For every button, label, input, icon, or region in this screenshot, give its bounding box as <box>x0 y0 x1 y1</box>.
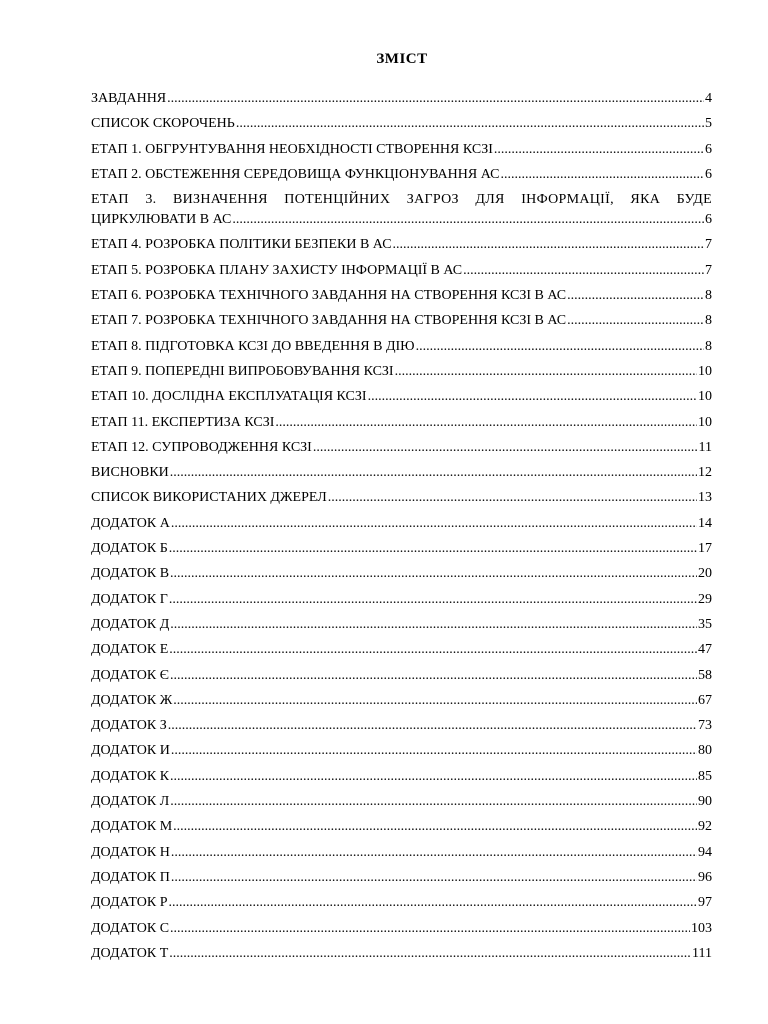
toc-entry-label: ДОДАТОК Б <box>91 541 168 557</box>
toc-entry-page: 14 <box>698 515 712 531</box>
toc-entry-page: 17 <box>698 541 712 557</box>
toc-entry-multiline[interactable] <box>91 190 712 230</box>
toc-entry-page: 6 <box>705 141 712 157</box>
toc-entry[interactable] <box>91 539 712 559</box>
toc-entry-label: ЕТАП 1. ОБГРУНТУВАННЯ НЕОБХІДНОСТІ СТВОРЕННЯ КСЗІ <box>91 141 493 157</box>
toc-entry-line2 <box>91 210 712 230</box>
toc-entry[interactable] <box>91 311 712 331</box>
toc-entry[interactable] <box>91 413 712 433</box>
toc-entry[interactable] <box>91 817 712 837</box>
toc-entry[interactable] <box>91 235 712 255</box>
toc-dot-leader <box>416 337 704 357</box>
toc-entry-label: ЕТАП 6. РОЗРОБКА ТЕХНІЧНОГО ЗАВДАННЯ НА СТВОРЕННЯ КСЗІ В АС <box>91 288 567 304</box>
toc-entry[interactable] <box>91 286 712 306</box>
toc-entry-label: ДОДАТОК Р <box>91 895 168 911</box>
toc-entry-page: 96 <box>698 869 712 885</box>
toc-entry-page: 8 <box>705 338 712 354</box>
toc-dot-leader <box>463 261 704 281</box>
toc-dot-leader <box>173 817 697 837</box>
toc-entry-label: ЕТАП 4. РОЗРОБКА ПОЛІТИКИ БЕЗПЕКИ В АС <box>91 237 392 253</box>
toc-entry-page: 10 <box>698 414 712 430</box>
toc-entry[interactable] <box>91 564 712 584</box>
toc-entry-label: ДОДАТОК Д <box>91 616 170 632</box>
toc-entry-page: 20 <box>698 566 712 582</box>
toc-entry-label: ДОДАТОК Н <box>91 844 170 860</box>
toc-entry-page: 10 <box>698 363 712 379</box>
toc-entry-page: 7 <box>705 237 712 253</box>
toc-entry[interactable] <box>91 140 712 160</box>
toc-entry-label: ДОДАТОК И <box>91 743 170 759</box>
toc-entry-page: 11 <box>698 439 712 455</box>
toc-entry-label: ДОДАТОК Е <box>91 642 169 658</box>
toc-dot-leader <box>170 919 690 939</box>
toc-entry-page: 8 <box>705 288 712 304</box>
toc-entry-label: ВИСНОВКИ <box>91 465 169 481</box>
toc-entry-label-line2: ЦИРКУЛЮВАТИ В АС <box>91 212 232 228</box>
toc-entry[interactable] <box>91 691 712 711</box>
toc-dot-leader <box>500 165 704 185</box>
toc-dot-leader <box>169 590 697 610</box>
toc-entry[interactable] <box>91 261 712 281</box>
toc-section-after <box>91 235 712 963</box>
toc-entry-label: ЕТАП 2. ОБСТЕЖЕННЯ СЕРЕДОВИЩА ФУНКЦІОНУВАННЯ АС <box>91 166 500 182</box>
toc-entry-label: ЕТАП 8. ПІДГОТОВКА КСЗІ ДО ВВЕДЕННЯ В ДІЮ <box>91 338 415 354</box>
toc-entry-page: 7 <box>705 262 712 278</box>
toc-entry-page: 67 <box>698 692 712 708</box>
toc-entry-page: 103 <box>691 920 712 936</box>
toc-entry[interactable] <box>91 362 712 382</box>
toc-entry[interactable] <box>91 89 712 109</box>
toc-entry-label: ЕТАП 11. ЕКСПЕРТИЗА КСЗІ <box>91 414 275 430</box>
toc-entry-label: ЗАВДАННЯ <box>91 91 167 106</box>
toc-dot-leader <box>171 514 697 534</box>
toc-entry-page: 6 <box>705 166 712 182</box>
toc-entry-page: 13 <box>698 490 712 506</box>
toc-entry-label: ДОДАТОК Г <box>91 591 168 607</box>
toc-dot-leader <box>169 539 697 559</box>
toc-entry-label: ЕТАП 10. ДОСЛІДНА ЕКСПЛУАТАЦІЯ КСЗІ <box>91 389 367 405</box>
toc-dot-leader <box>169 893 698 913</box>
toc-entry-page: 85 <box>698 768 712 784</box>
toc-dot-leader <box>170 615 697 635</box>
toc-dot-leader <box>169 944 691 964</box>
toc-entry-label: ДОДАТОК Ж <box>91 692 173 708</box>
toc-dot-leader <box>170 767 697 787</box>
toc-entry-page: 6 <box>705 212 712 228</box>
toc-dot-leader <box>236 114 704 134</box>
toc-dot-leader <box>170 666 697 686</box>
toc-entry[interactable] <box>91 944 712 964</box>
toc-entry-page: 47 <box>698 642 712 658</box>
toc-entry[interactable] <box>91 165 712 185</box>
toc-entry[interactable] <box>91 590 712 610</box>
toc-entry-page: 58 <box>698 667 712 683</box>
toc-entry-label: ЕТАП 9. ПОПЕРЕДНІ ВИПРОБОВУВАННЯ КСЗІ <box>91 363 394 379</box>
toc-dot-leader <box>395 362 697 382</box>
toc-entry-page: 10 <box>698 389 712 405</box>
toc-entry[interactable] <box>91 463 712 483</box>
toc-entry-page: 12 <box>698 465 712 481</box>
toc-entry-label: ЕТАП 12. СУПРОВОДЖЕННЯ КСЗІ <box>91 439 312 455</box>
toc-entry-page: 8 <box>705 313 712 329</box>
toc-section-before <box>91 89 712 185</box>
toc-entry-label: ДОДАТОК А <box>91 515 170 531</box>
toc-dot-leader <box>232 210 704 230</box>
toc-entry-label: ДОДАТОК В <box>91 566 170 582</box>
toc-dot-leader <box>567 311 704 331</box>
toc-entry-page: 90 <box>698 794 712 810</box>
toc-entry[interactable] <box>91 114 712 134</box>
toc-entry-label: СПИСОК ВИКОРИСТАНИХ ДЖЕРЕЛ <box>91 490 327 506</box>
toc-entry[interactable] <box>91 893 712 913</box>
toc-entry[interactable] <box>91 514 712 534</box>
toc-entry-label: ДОДАТОК Є <box>91 667 169 683</box>
toc-dot-leader <box>173 691 697 711</box>
toc-entry[interactable] <box>91 767 712 787</box>
toc-entry[interactable] <box>91 843 712 863</box>
toc-entry-page: 73 <box>698 718 712 734</box>
toc-dot-leader <box>170 463 697 483</box>
toc-entry[interactable] <box>91 488 712 508</box>
toc-entry-label: ЕТАП 5. РОЗРОБКА ПЛАНУ ЗАХИСТУ ІНФОРМАЦІЇ В АС <box>91 262 463 278</box>
toc-dot-leader <box>171 868 697 888</box>
toc-entry-page: 111 <box>692 945 712 961</box>
toc-entry-page: 80 <box>698 743 712 759</box>
toc-dot-leader <box>167 89 704 109</box>
toc-dot-leader <box>168 716 697 736</box>
toc-entry-page: 35 <box>698 616 712 632</box>
table-of-contents <box>91 89 712 969</box>
page-title: ЗМІСТ <box>376 51 428 67</box>
toc-entry-page: 92 <box>698 819 712 835</box>
toc-entry[interactable] <box>91 615 712 635</box>
toc-entry-label: ДОДАТОК П <box>91 869 170 885</box>
toc-entry[interactable] <box>91 716 712 736</box>
toc-entry[interactable] <box>91 741 712 761</box>
toc-entry[interactable] <box>91 640 712 660</box>
toc-entry[interactable] <box>91 792 712 812</box>
toc-entry-label: ДОДАТОК Т <box>91 945 169 961</box>
toc-entry[interactable] <box>91 337 712 357</box>
toc-entry-label: ЕТАП 7. РОЗРОБКА ТЕХНІЧНОГО ЗАВДАННЯ НА СТВОРЕННЯ КСЗІ В АС <box>91 313 567 329</box>
toc-dot-leader <box>328 488 697 508</box>
toc-dot-leader <box>169 640 697 660</box>
toc-entry-label-line1: ЕТАП 3. ВИЗНАЧЕННЯ ПОТЕНЦІЙНИХ ЗАГРОЗ ДЛЯ ІНФОРМАЦІЇ, ЯКА БУДЕ <box>91 192 712 208</box>
toc-dot-leader <box>494 140 704 160</box>
toc-entry[interactable] <box>91 868 712 888</box>
toc-dot-leader <box>393 235 704 255</box>
toc-dot-leader <box>171 843 697 863</box>
toc-entry-page: 29 <box>698 591 712 607</box>
toc-entry-page: 4 <box>705 91 712 106</box>
toc-entry[interactable] <box>91 919 712 939</box>
toc-entry-page: 97 <box>698 895 712 911</box>
toc-entry-page: 94 <box>698 844 712 860</box>
toc-entry[interactable] <box>91 666 712 686</box>
toc-entry[interactable] <box>91 438 712 458</box>
toc-entry-label: ДОДАТОК К <box>91 768 170 784</box>
toc-entry-label: ДОДАТОК З <box>91 718 167 734</box>
toc-entry-label: ДОДАТОК Л <box>91 794 170 810</box>
toc-dot-leader <box>567 286 704 306</box>
toc-entry-page: 5 <box>705 116 712 132</box>
toc-dot-leader <box>275 413 697 433</box>
toc-dot-leader <box>171 741 697 761</box>
toc-dot-leader <box>368 387 697 407</box>
toc-dot-leader <box>170 564 697 584</box>
toc-dot-leader <box>170 792 697 812</box>
toc-entry[interactable] <box>91 387 712 407</box>
toc-dot-leader <box>313 438 698 458</box>
toc-entry-label: СПИСОК СКОРОЧЕНЬ <box>91 116 235 132</box>
toc-entry-label: ДОДАТОК М <box>91 819 173 835</box>
toc-entry-label: ДОДАТОК С <box>91 920 170 936</box>
